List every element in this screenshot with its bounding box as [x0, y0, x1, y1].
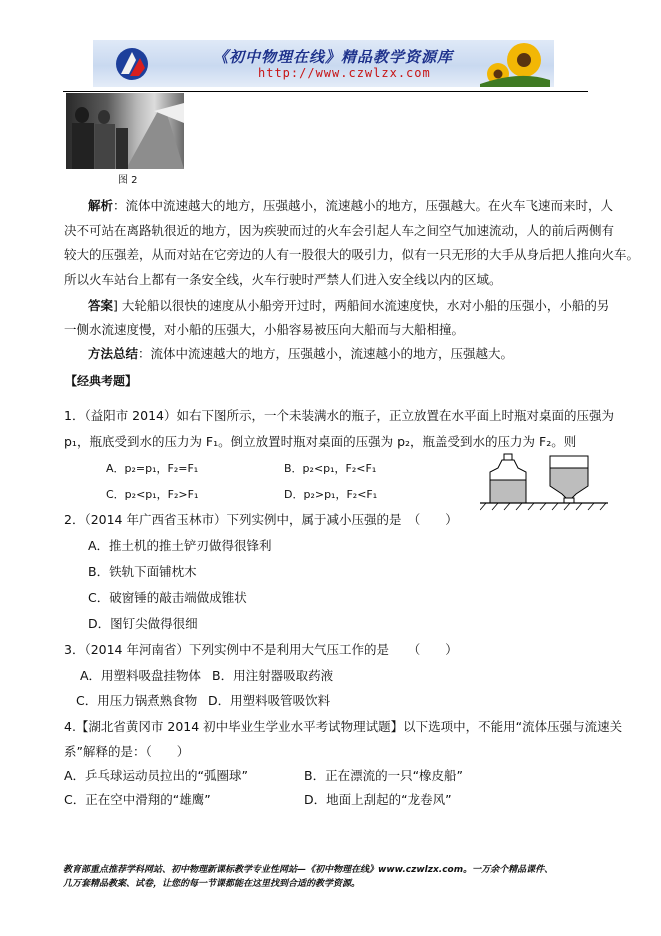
q1-stem-line-1: 1．（益阳市 2014）如右下图所示，一个未装满水的瓶子，正立放置在水平面上时瓶对桌面的压强为 — [64, 408, 614, 423]
analysis-line-1: 解析：流体中流速越大的地方，压强越小，流速越小的地方，压强越大。在火车飞速而来时，人 — [88, 198, 614, 213]
analysis-line-2: 决不可站在离路轨很近的地方，因为疾驶而过的火车会引起人车之间空气加速流动，人的前后两侧有 — [64, 223, 615, 238]
method-summary: 方法总结：流体中流速越大的地方，压强越小，流速越小的地方，压强越大。 — [88, 346, 514, 361]
q3-option-b: B．用注射器吸取药液 — [212, 668, 334, 683]
header-divider — [63, 91, 588, 92]
q1-option-a: A．p₂=p₁，F₂=F₁ — [106, 462, 199, 475]
q4-stem-line-1: 4.【湖北省黄冈市 2014 初中毕业生学业水平考试物理试题】以下选项中，不能用“流体压强与流速关 — [64, 719, 623, 734]
answer-line-2: 一侧水流速度慢，对小船的压强大，小船容易被压向大船而与大船相撞。 — [64, 322, 465, 337]
q3-option-c: C．用压力锅煮熟食物 — [76, 693, 198, 708]
method-label: 方法总结 — [88, 346, 139, 361]
sunflower-icon — [480, 40, 550, 87]
bottles-diagram — [480, 452, 608, 522]
q2-option-c: C．破窗锤的敲击端做成锥状 — [88, 590, 247, 605]
q3-option-a: A．用塑料吸盘挂物体 — [80, 668, 202, 683]
analysis-line-4: 所以火车站台上都有一条安全线，火车行驶时严禁人们进入安全线以内的区域。 — [64, 272, 502, 287]
page-footer — [63, 863, 553, 891]
site-title: 《初中物理在线》精品教学资源库 — [213, 48, 454, 66]
header-banner — [93, 40, 554, 87]
answer-line-1: 答案] 大轮船以很快的速度从小船旁开过时，两船间水流速度快，水对小船的压强小，小船的另 — [88, 298, 610, 313]
footer-line-1: 教育部重点推荐学科网站、初中物理新课标教学专业性网站—《初中物理在线》www.czwlzx.com。一万余个精品课件、 — [63, 865, 554, 875]
q2-stem: 2．（2014 年广西省玉林市）下列实例中，属于减小压强的是 （ ） — [64, 512, 458, 527]
analysis-label: 解析 — [88, 198, 114, 213]
q2-option-d: D．图钉尖做得很细 — [88, 616, 198, 631]
q3-stem: 3．（2014 年河南省）下列实例中不是利用大气压工作的是 （ ） — [64, 642, 458, 657]
analysis-line-3: 较大的压强差，从而对站在它旁边的人有一股很大的吸引力，似有一只无形的大手从身后把人推向火车。 — [64, 247, 640, 262]
q4-option-c: C．正在空中滑翔的“雄鹰” — [64, 792, 211, 807]
q4-option-d: D．地面上刮起的“龙卷风” — [304, 792, 452, 807]
q2-option-a: A．推土机的推土铲刃做得很锋利 — [88, 538, 272, 553]
site-url[interactable]: http://www.czwlzx.com — [258, 66, 431, 80]
q2-option-b: B．铁轨下面铺枕木 — [88, 564, 197, 579]
q4-stem-line-2: 系”解释的是：（ ） — [64, 744, 190, 759]
q4-option-b: B．正在漂流的一只“橡皮船” — [304, 768, 464, 783]
figure-caption: 图 2 — [118, 175, 138, 186]
q1-option-d: D．p₂>p₁，F₂<F₁ — [284, 488, 378, 501]
answer-label: 答案 — [88, 298, 114, 313]
section-heading: 【经典考题】 — [65, 374, 138, 388]
q4-option-a: A．乒乓球运动员拉出的“弧圈球” — [64, 768, 249, 783]
q1-option-b: B．p₂<p₁，F₂<F₁ — [284, 462, 377, 475]
site-logo-icon — [115, 46, 149, 82]
footer-line-2: 几万套精品教案、试卷，让您的每一节课都能在这里找到合适的教学资源。 — [63, 879, 361, 889]
station-platform-photo — [66, 93, 184, 169]
q3-option-d: D．用塑料吸管吸饮料 — [208, 693, 331, 708]
q1-stem-line-2: p₁，瓶底受到水的压力为 F₁。倒立放置时瓶对桌面的压强为 p₂，瓶盖受到水的压力为 F₂。则 — [64, 434, 577, 449]
q1-option-c: C．p₂<p₁，F₂>F₁ — [106, 488, 199, 501]
